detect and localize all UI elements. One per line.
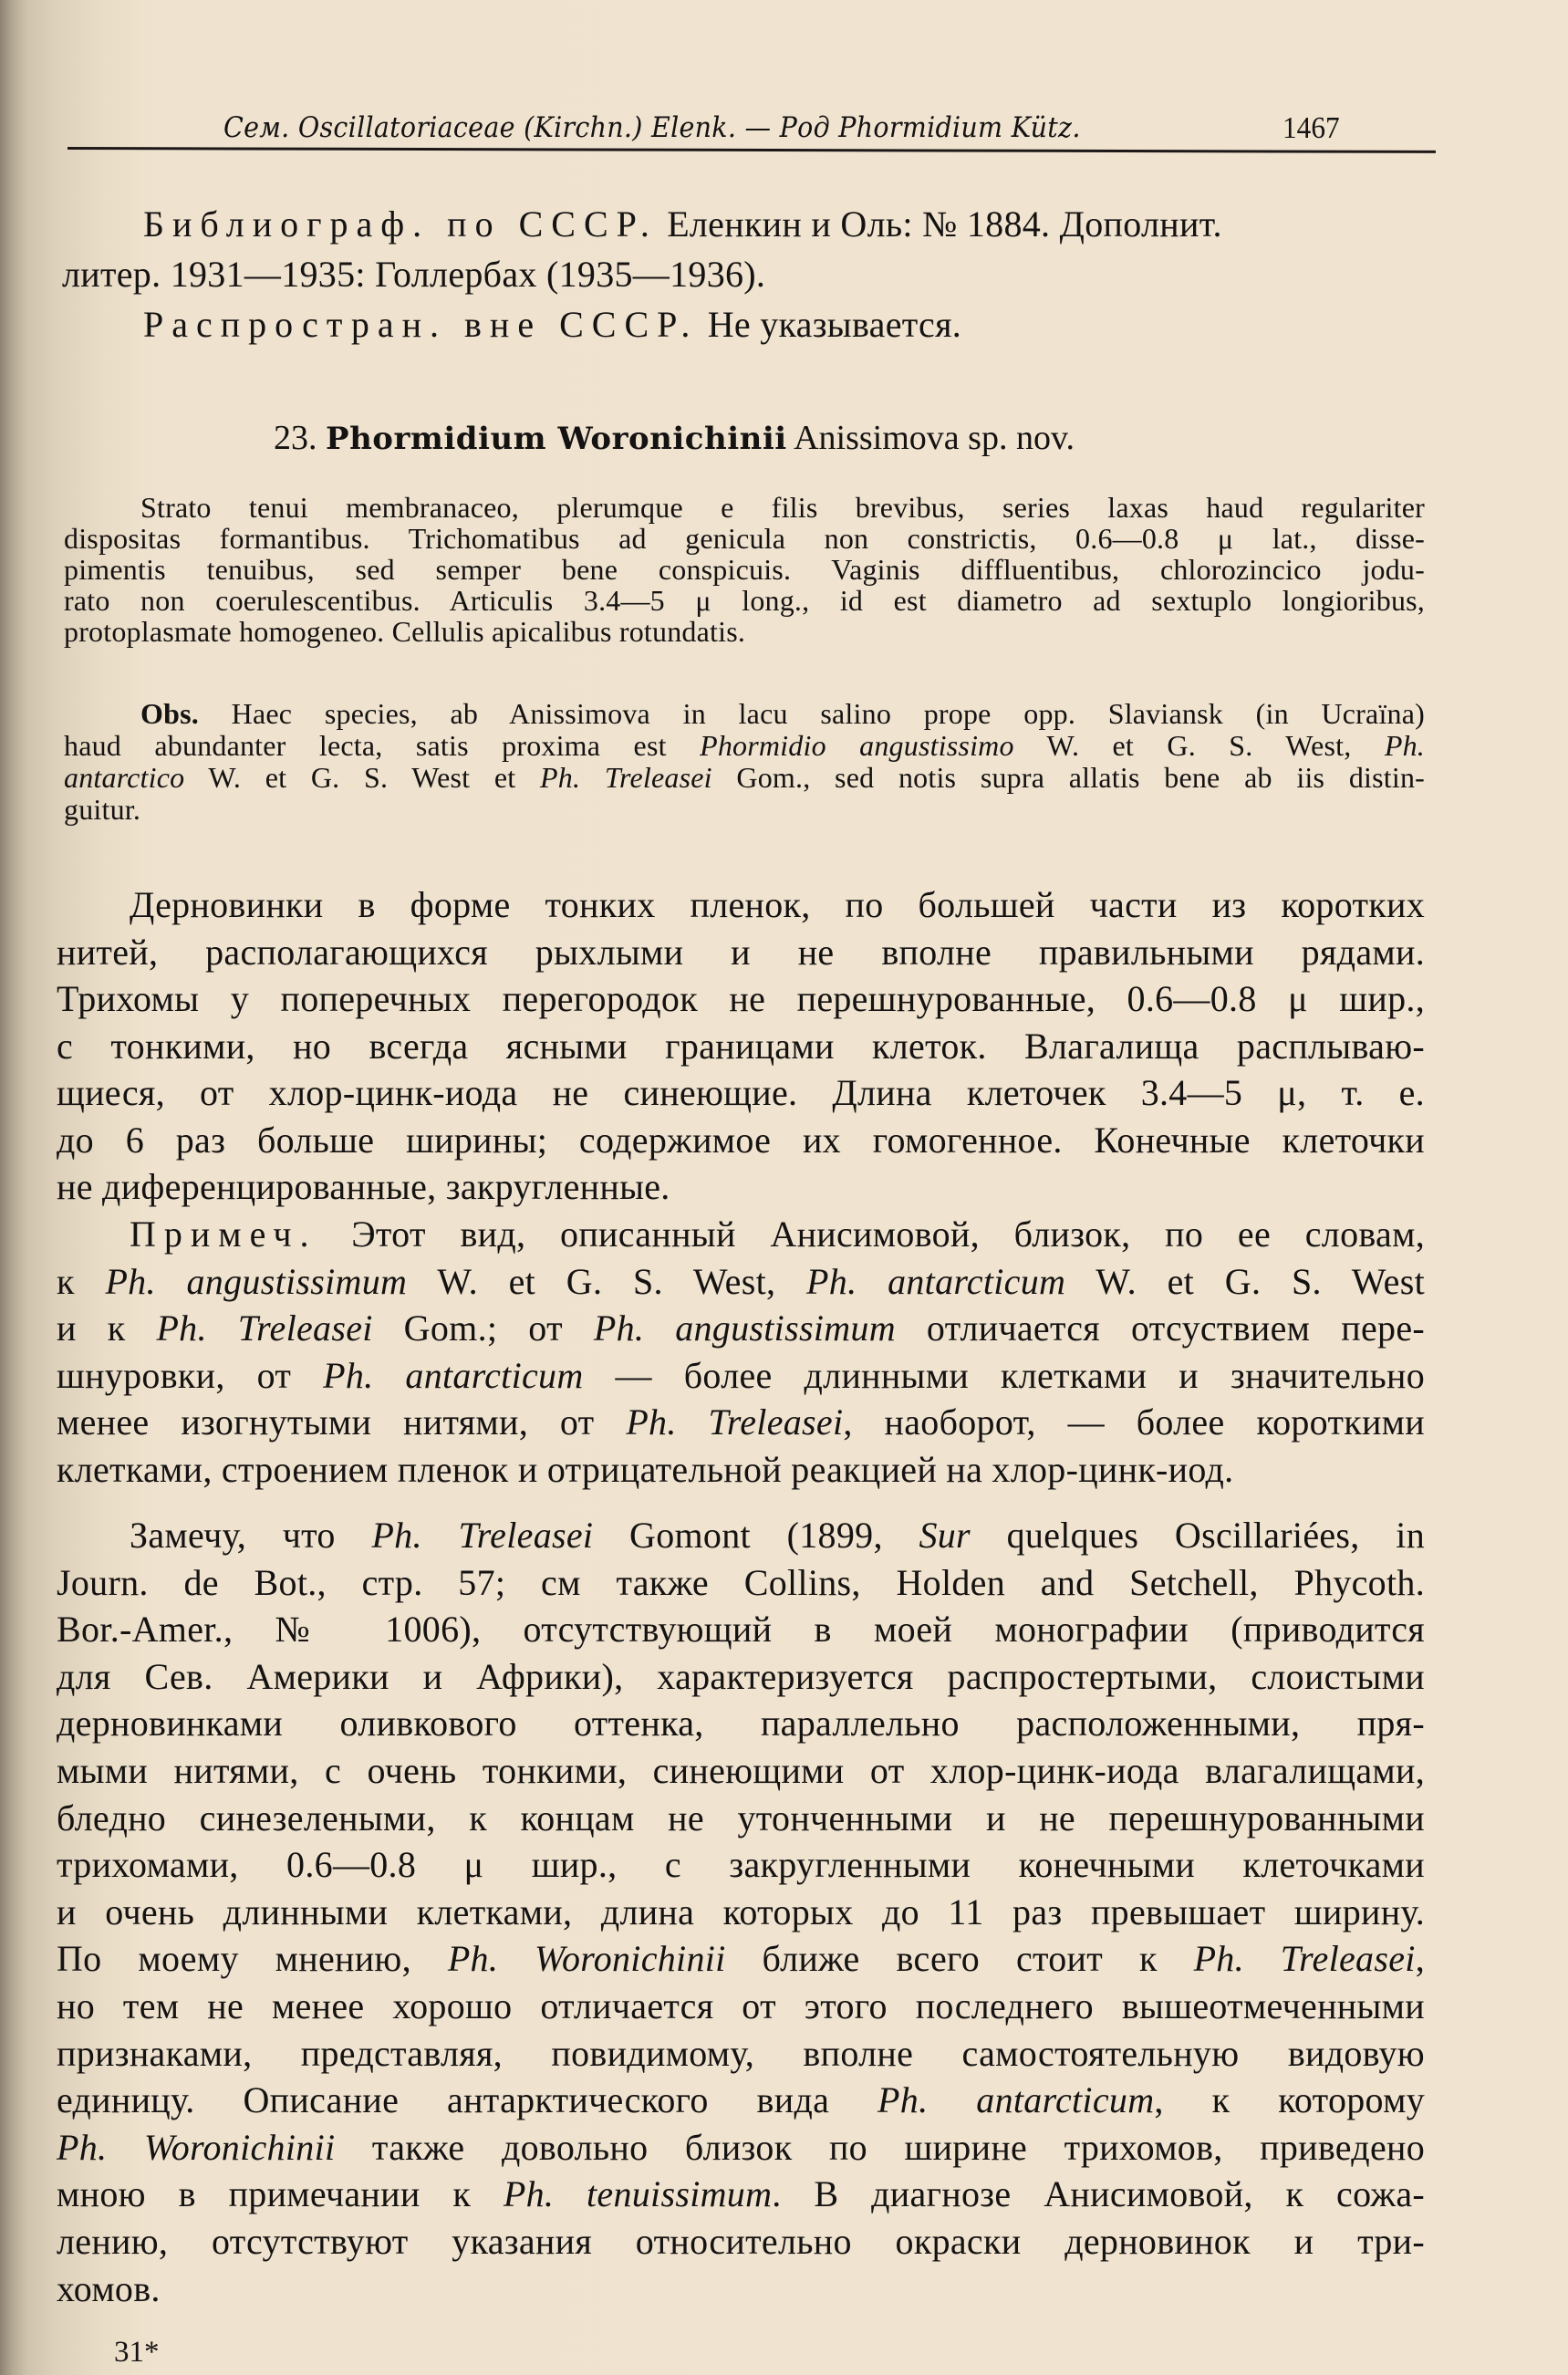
remark-line — [57, 1448, 1425, 1495]
taxon-name: Ph. angustissimum — [593, 1307, 896, 1349]
text-run: rato non coerulescentibus. Articulis 3.4—5 μ long., id est diametro ad sextuplo longioribus, — [64, 584, 1425, 617]
text-run: хомов. — [57, 2267, 161, 2309]
russian-description-line — [57, 1119, 1425, 1166]
text-run: protoplasmate homogeneo. Cellulis apicalibus rotundatis. — [64, 615, 746, 648]
taxon-name: Ph. Woronichinii — [447, 1938, 726, 1980]
note-line — [57, 2220, 1425, 2267]
page-number: 1467 — [1282, 111, 1340, 145]
text-run: мною в примечании к — [57, 2173, 504, 2215]
species-authority: Anissimova sp. nov. — [794, 419, 1075, 457]
text-run: дерновинками оливкового оттенка, параллельно расположенными, пря- — [57, 1703, 1425, 1745]
latin-diagnosis-line — [64, 553, 1425, 584]
text-run: но тем не менее хорошо отличается от этого последнего вышеотмеченными — [57, 1985, 1425, 2026]
text-run: — более длинными клетками и значительно — [583, 1354, 1426, 1396]
text-run: quelques Oscillariées, in — [970, 1515, 1425, 1556]
note-line — [57, 1797, 1425, 1844]
bibliography-line-1 — [143, 203, 1222, 245]
latin-obs-label: Obs. — [140, 697, 199, 730]
text-run: для Сев. Америки и Африки), характеризуется распростертыми, слоистыми — [57, 1655, 1425, 1697]
remark-line — [57, 1307, 1425, 1354]
note-line — [57, 1749, 1425, 1797]
text-run: нитей, располагающихся рыхлыми и не вполне правильными рядами. — [57, 931, 1425, 973]
russian-description-line — [57, 1165, 1425, 1213]
running-head-title: Сем. Oscillatoriaceae (Kirchn.) Elenk. — Род Phormidium Kütz. — [223, 111, 1081, 144]
signature-mark: 31* — [114, 2336, 160, 2369]
russian-description-line — [57, 931, 1425, 978]
text-run: и к — [57, 1307, 157, 1349]
text-run: W. et G. S. West et — [184, 761, 541, 794]
text-run: клетками, строением пленок и отрицательной реакцией на хлор-цинк-иод. — [57, 1448, 1234, 1490]
taxon-name: Ph. antarcticum — [877, 2079, 1155, 2121]
taxon-name: Ph. angustissimum — [105, 1260, 408, 1302]
text-run: Gomont (1899, — [593, 1515, 919, 1556]
russian-description-line — [130, 883, 1425, 931]
text-run: W. et G. S. West — [1065, 1260, 1425, 1302]
note-line — [57, 2172, 1425, 2220]
taxon-name: Ph. tenuissimum — [503, 2173, 773, 2215]
text-run: и очень длинными клетками, длина которых до 11 раз превышает ширину. — [57, 1891, 1425, 1932]
text-run: Этот вид, описанный Анисимовой, близок, по ее словам, — [317, 1214, 1425, 1255]
text-run: Haec species, ab Anissimova in lacu salino prope opp. Slaviansk (in Ucraïna) — [198, 697, 1425, 730]
russian-description-line — [57, 1071, 1425, 1119]
text-run: Gom.; от — [372, 1307, 594, 1349]
taxon-name: Ph. antarcticum — [323, 1354, 584, 1396]
text-run: guitur. — [64, 793, 141, 826]
remark-line — [130, 1213, 1425, 1260]
text-run: щиеся, от хлор-цинк-иода не синеющие. Длина клеточек 3.4—5 μ, т. е. — [57, 1072, 1425, 1113]
bibliography-text: Еленкин и Оль: № 1884. Дополнит. — [667, 203, 1222, 245]
text-run: , наоборот, — более короткими — [843, 1401, 1425, 1443]
text-run: менее изогнутыми нитями, от — [57, 1401, 627, 1443]
taxon-name: Ph. Treleasei — [1193, 1938, 1416, 1980]
taxon-name: antarctico — [64, 761, 185, 794]
remark-line — [57, 1260, 1425, 1307]
text-run: По моему мнению, — [57, 1938, 448, 1980]
distribution-label: Распростран. вне СССР. — [143, 304, 699, 345]
note-line — [57, 1561, 1425, 1609]
distribution-text: Не указывается. — [707, 304, 962, 345]
text-run: бледно синезелеными, к концам не утонченными и не перешнурованными — [57, 1797, 1425, 1839]
note-line — [57, 2267, 1425, 2315]
text-run: до 6 раз больше ширины; содержимое их гомогенное. Конечные клеточки — [57, 1119, 1425, 1161]
text-run: признаками, представляя, повидимому, вполне самостоятельную видовую — [57, 2032, 1425, 2074]
note-line — [57, 1937, 1425, 1984]
text-run: , — [1415, 1938, 1425, 1980]
note-line — [57, 2078, 1425, 2126]
text-run: отличается отсуствием пере- — [895, 1307, 1425, 1349]
text-run: Strato tenui membranaceo, plerumque e filis brevibus, series laxas haud regulariter — [140, 491, 1425, 524]
text-run: с тонкими, но всегда ясными границами клеток. Влагалища расплываю- — [57, 1025, 1425, 1067]
note-line — [57, 1655, 1425, 1703]
latin-diagnosis-line — [64, 522, 1425, 553]
note-line — [57, 2032, 1425, 2079]
note-line — [57, 1984, 1425, 2032]
text-run: также довольно близок по ширине трихомов, приведено — [335, 2126, 1426, 2168]
text-run: Journ. de Bot., стр. 57; см также Collins, Holden and Setchell, Phycoth. — [57, 1561, 1425, 1603]
text-run: haud abundanter lecta, satis proxima est — [64, 729, 701, 762]
text-run: единицу. Описание антарктического вида — [57, 2079, 878, 2121]
latin-obs-line — [140, 697, 1425, 729]
taxon-name: Ph. Treleasei — [156, 1307, 373, 1349]
remark-line — [57, 1401, 1425, 1448]
text-run: Замечу, что — [130, 1515, 372, 1556]
text-run: Дерновинки в форме тонких пленок, по большей части из коротких — [130, 884, 1425, 925]
distribution-line — [143, 303, 961, 346]
text-run: мыми нитями, с очень тонкими, синеющими от хлор-цинк-иода влагалищами, — [57, 1750, 1425, 1791]
note-line — [57, 2126, 1425, 2173]
species-number: 23. — [274, 419, 317, 457]
remark-label: Примеч. — [130, 1214, 317, 1255]
note-line — [57, 1843, 1425, 1891]
russian-description-line — [57, 1025, 1425, 1072]
taxon-name: Phormidio angustissimo — [700, 729, 1014, 762]
taxon-name: Sur — [919, 1515, 971, 1556]
taxon-name: Ph. Woronichinii — [57, 2126, 336, 2168]
taxon-name: Ph. — [1384, 729, 1425, 762]
running-head — [223, 102, 1340, 148]
latin-obs-line — [64, 761, 1425, 793]
text-run: к — [57, 1260, 106, 1302]
species-name: Phormidium Woronichinii — [326, 421, 787, 457]
taxon-name: Ph. antarcticum — [806, 1260, 1066, 1302]
latin-diagnosis-line — [64, 584, 1425, 615]
latin-diagnosis-line — [140, 491, 1425, 522]
latin-obs-line — [64, 729, 1425, 761]
russian-description-line — [57, 977, 1425, 1025]
text-run: W. et G. S. West, — [1013, 729, 1385, 762]
header-rule — [67, 147, 1436, 153]
text-run: , к которому — [1154, 2079, 1425, 2121]
text-run: ближе всего стоит к — [725, 1938, 1194, 1980]
text-run: Трихомы у поперечных перегородок не перешнурованные, 0.6—0.8 μ шир., — [57, 978, 1425, 1019]
remark-line — [57, 1354, 1425, 1401]
text-run: не диференцированные, закругленные. — [57, 1166, 670, 1207]
text-run: dispositas formantibus. Trichomatibus ad genicula non constrictis, 0.6—0.8 μ lat., disse- — [64, 522, 1425, 555]
note-line — [57, 1891, 1425, 1938]
note-line — [57, 1702, 1425, 1749]
taxon-name: Ph. Treleasei — [540, 761, 712, 794]
text-run: шнуровки, от — [57, 1354, 324, 1396]
note-line — [130, 1514, 1425, 1561]
latin-diagnosis-line — [64, 615, 1425, 646]
text-run: трихомами, 0.6—0.8 μ шир., с закругленными конечными клеточками — [57, 1844, 1425, 1886]
text-run: pimentis tenuibus, sed semper bene conspicuis. Vaginis diffluentibus, chlorozincico jodu- — [64, 553, 1425, 586]
species-heading — [274, 418, 1075, 458]
taxon-name: Ph. Treleasei — [626, 1401, 844, 1443]
text-run: W. et G. S. West, — [407, 1260, 807, 1302]
text-run: Bor.-Amer., № 1006), отсутствующий в моей монографии (приводится — [57, 1609, 1425, 1651]
taxon-name: Ph. Treleasei — [371, 1515, 594, 1556]
text-run: . В диагнозе Анисимовой, к сожа- — [772, 2173, 1425, 2215]
text-run: Gom., sed notis supra allatis bene ab iis distin- — [711, 761, 1425, 794]
note-line — [57, 1608, 1425, 1655]
bibliography-label: Библиограф. по СССР. — [143, 203, 658, 245]
bibliography-line-2: литер. 1931—1935: Голлербах (1935—1936). — [62, 254, 766, 295]
text-run: лению, отсутствуют указания относительно окраски дерновинок и три- — [57, 2221, 1425, 2262]
latin-obs-line — [64, 793, 1425, 825]
